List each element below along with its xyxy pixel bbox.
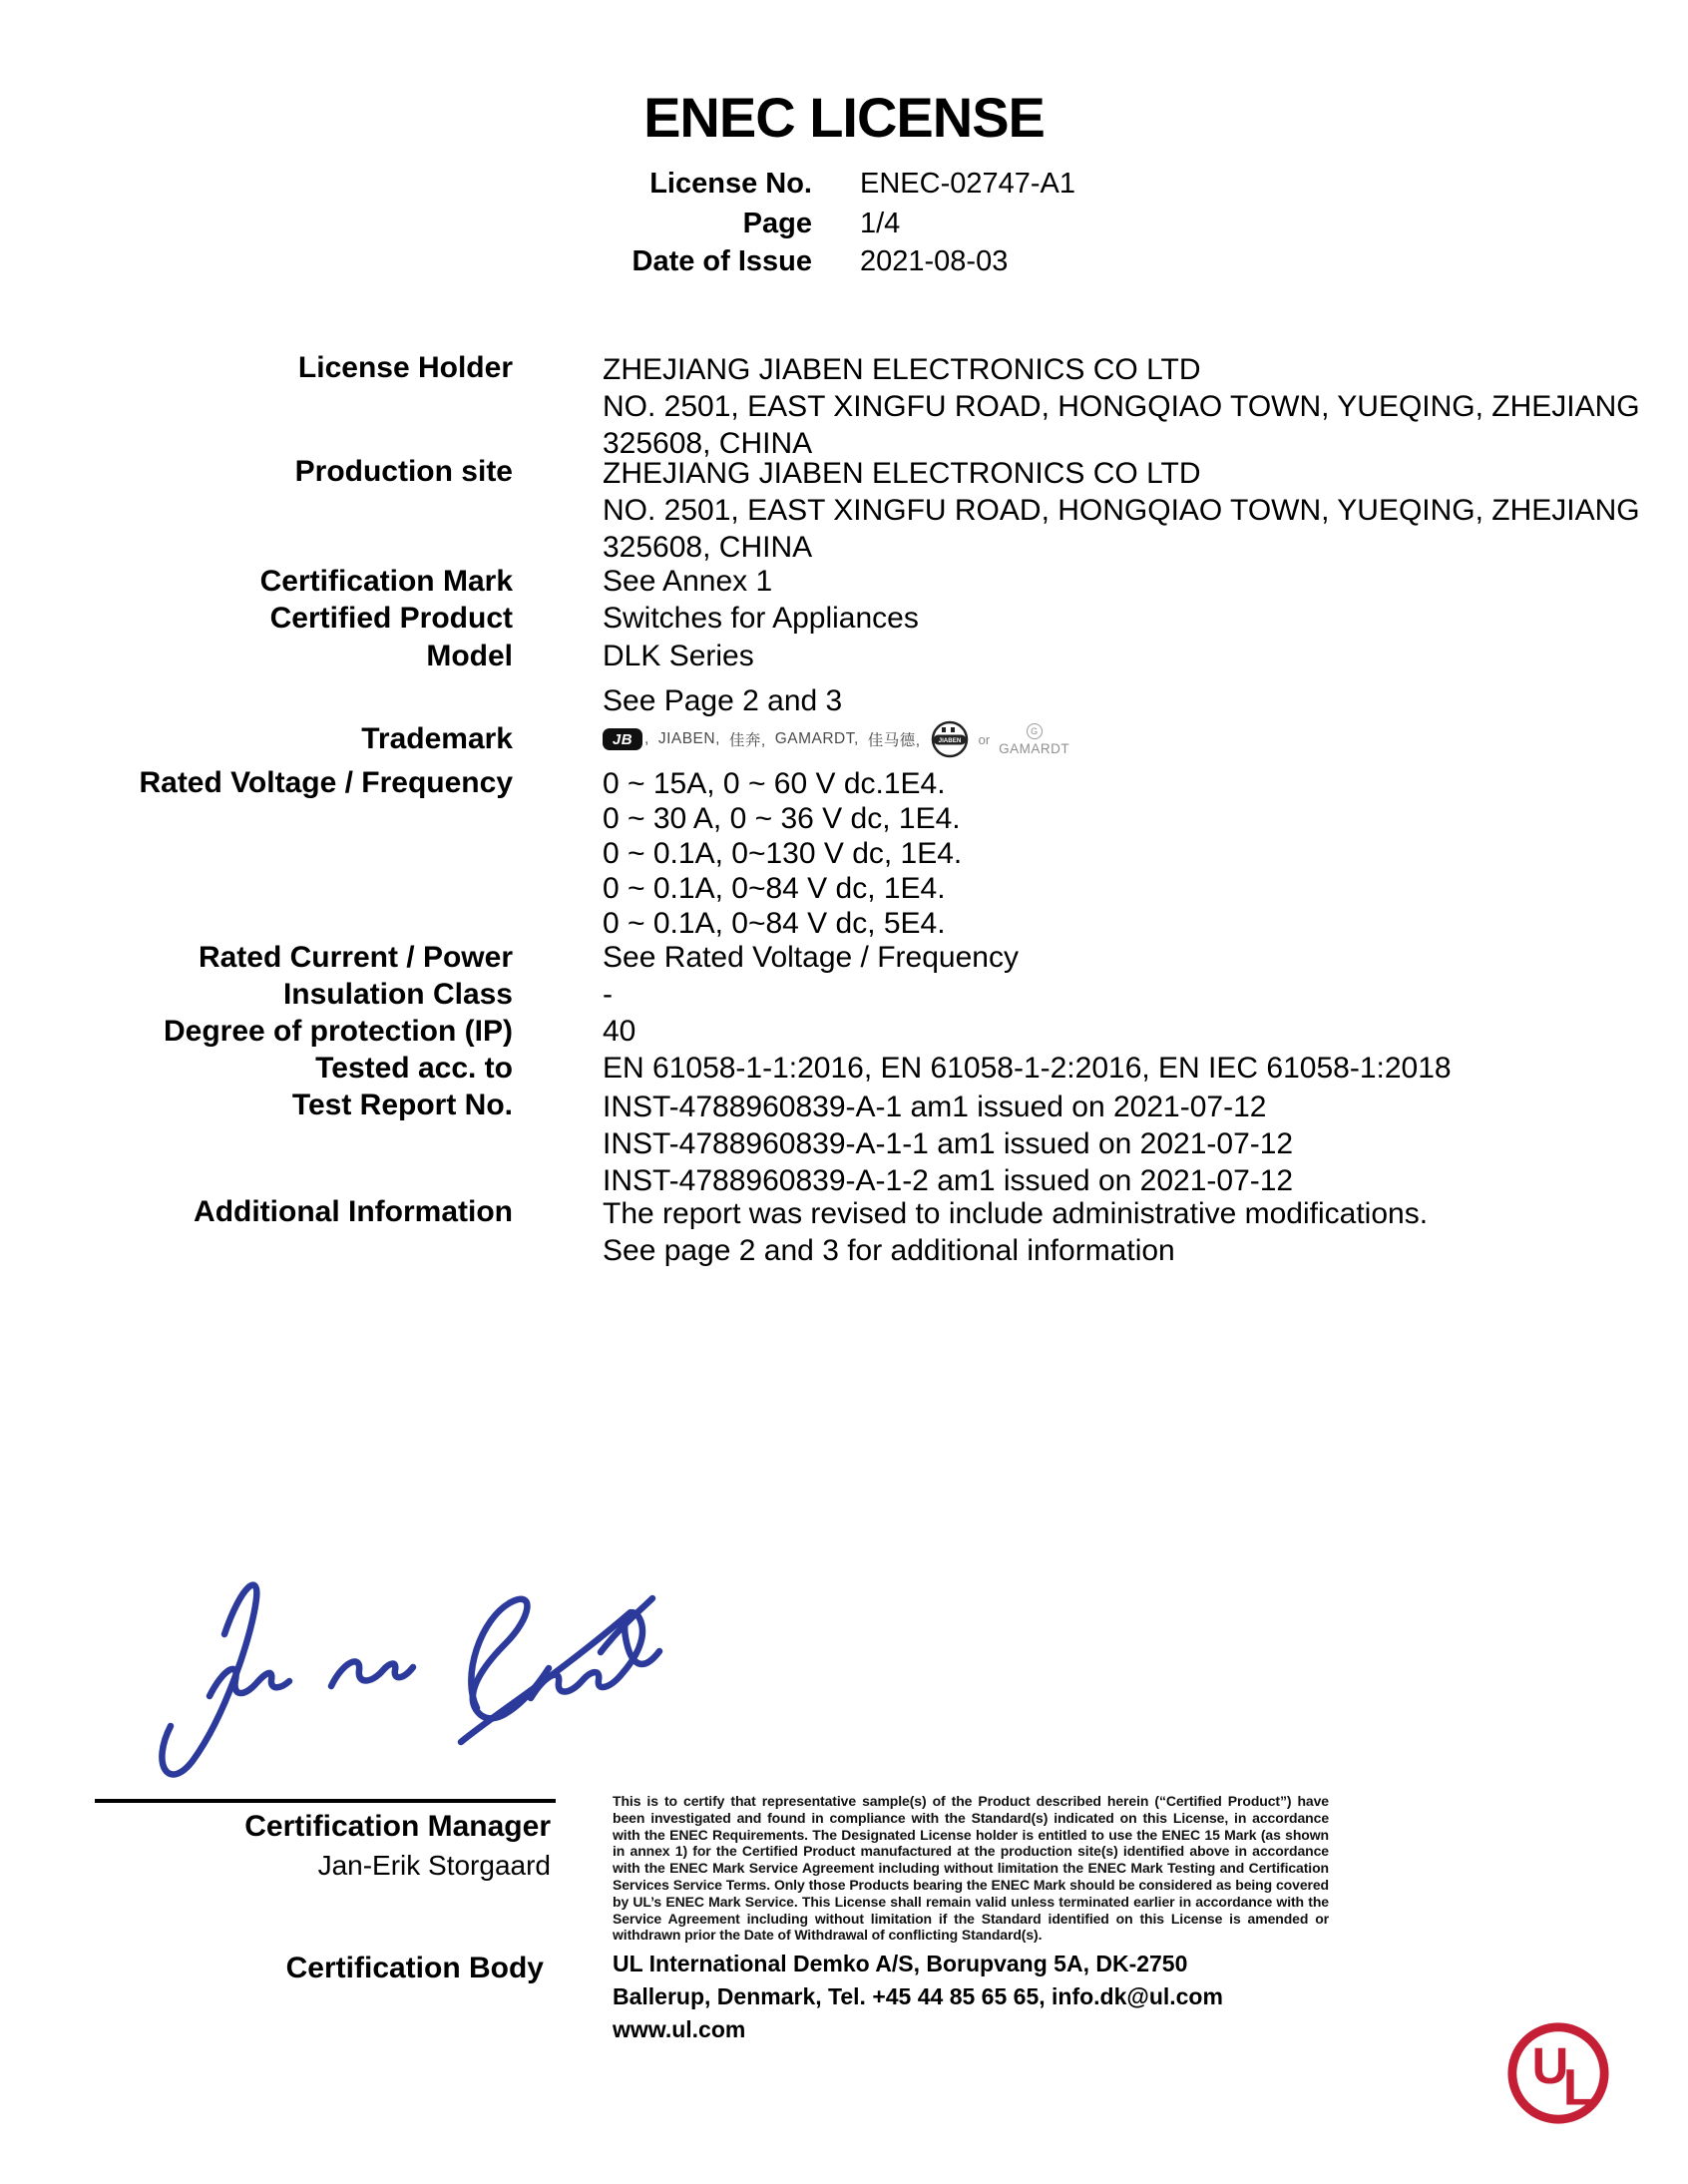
- license-holder-line: ZHEJIANG JIABEN ELECTRONICS CO LTD: [603, 353, 1201, 386]
- circled-g-icon: G: [1027, 723, 1043, 739]
- tested-acc-value: EN 61058-1-1:2016, EN 61058-1-2:2016, EN IEC 61058-1:2018: [603, 1052, 1452, 1085]
- certification-mark-value: See Annex 1: [603, 565, 773, 598]
- ul-logo-icon: [1504, 2019, 1612, 2127]
- certification-manager-name: Jan-Erik Storgaard: [317, 1850, 551, 1881]
- rated-voltage-label: Rated Voltage / Frequency: [139, 766, 513, 799]
- signature-handwriting: [130, 1556, 668, 1796]
- ul-logo-letter-l: L: [1562, 2058, 1595, 2116]
- certified-product-value: Switches for Appliances: [603, 602, 919, 635]
- rated-voltage-line: 0 ~ 0.1A, 0~130 V dc, 1E4.: [603, 837, 963, 870]
- rated-voltage-line: 0 ~ 15A, 0 ~ 60 V dc.1E4.: [603, 767, 946, 800]
- page-number-value: 1/4: [860, 208, 901, 239]
- tested-acc-label: Tested acc. to: [315, 1052, 513, 1085]
- production-site-line: ZHEJIANG JIABEN ELECTRONICS CO LTD: [603, 457, 1201, 490]
- insulation-class-value: -: [603, 978, 613, 1011]
- rated-current-label: Rated Current / Power: [198, 941, 513, 974]
- rated-voltage-line: 0 ~ 30 A, 0 ~ 36 V dc, 1E4.: [603, 802, 961, 835]
- model-value: DLK Series: [603, 640, 754, 672]
- production-site-line: 325608, CHINA: [603, 531, 813, 564]
- certification-body-value: [613, 1948, 1223, 2046]
- certification-manager-block: [60, 1810, 551, 1882]
- test-report-line: INST-4788960839-A-1-2 am1 issued on 2021-07-12: [603, 1164, 1294, 1197]
- certification-body-label: Certification Body: [285, 1952, 544, 1984]
- degree-of-protection-label: Degree of protection (IP): [163, 1015, 513, 1048]
- certification-manager-title: Certification Manager: [244, 1810, 551, 1843]
- test-report-line: INST-4788960839-A-1-1 am1 issued on 2021-07-12: [603, 1127, 1294, 1160]
- additional-info-line: See page 2 and 3 for additional information: [603, 1234, 1175, 1267]
- certification-body-line: www.ul.com: [613, 2016, 746, 2042]
- license-holder-line: NO. 2501, EAST XINGFU ROAD, HONGQIAO TOWN, YUEQING, ZHEJIANG: [603, 390, 1640, 423]
- additional-info-line: The report was revised to include administrative modifications.: [603, 1197, 1429, 1230]
- certified-product-label: Certified Product: [269, 602, 513, 635]
- insulation-class-label: Insulation Class: [282, 978, 513, 1011]
- jb-logo-icon: JB: [603, 728, 642, 750]
- trademark-name-gamardt: GAMARDT,: [774, 730, 859, 747]
- trademark-comma: ,: [644, 730, 649, 747]
- rated-voltage-value: [603, 766, 962, 941]
- test-report-value: [603, 1089, 1293, 1199]
- page-title: ENEC LICENSE: [643, 86, 1045, 149]
- trademark-name-jiaben: JIABEN,: [657, 730, 720, 747]
- svg-text:JIABEN: JIABEN: [938, 737, 961, 745]
- certification-mark-label: Certification Mark: [259, 565, 513, 598]
- page-number-label: Page: [742, 208, 812, 239]
- test-report-line: INST-4788960839-A-1 am1 issued on 2021-07-12: [603, 1091, 1267, 1123]
- date-of-issue-label: Date of Issue: [632, 245, 812, 277]
- model-note: See Page 2 and 3: [603, 684, 843, 717]
- trademark-label: Trademark: [361, 722, 513, 755]
- trademark-logos: [603, 716, 1069, 762]
- trademark-name-jiaben-cn: 佳奔,: [728, 732, 766, 749]
- test-report-label: Test Report No.: [291, 1089, 513, 1121]
- date-of-issue-value: 2021-08-03: [860, 245, 1009, 277]
- license-no-label: License No.: [649, 168, 812, 200]
- certification-body-line: UL International Demko A/S, Borupvang 5A, DK-2750: [613, 1951, 1188, 1976]
- model-label: Model: [426, 640, 513, 672]
- rated-voltage-line: 0 ~ 0.1A, 0~84 V dc, 1E4.: [603, 872, 946, 905]
- legal-certification-text: This is to certify that representative sample(s) of the Product described herein (“Certified Product”) have been investigated and found in compliance with the Standard(s) indicated on this License, in accordance with the ENEC Requirements. The Designated License holder is entitled to use the ENEC 15 Mark (as shown in annex 1) for the Certified Product manufactured at the production site(s) identified above in accordance with the ENEC Mark Service Agreement including without limitation the ENEC Mark Testing and Certification Services Service Terms. Only those Products bearing the ENEC Mark should be considered as being covered by UL’s ENEC Mark Service. This License shall remain valid unless terminated earlier in accordance with the Service Agreement including without limitation if the Standard identified on this License is amended or withdrawn prior the Date of Withdrawal of conflicting Standard(s).: [613, 1793, 1329, 1944]
- rated-current-value: See Rated Voltage / Frequency: [603, 941, 1019, 974]
- gamardt-word: GAMARDT: [999, 740, 1070, 756]
- certification-body-line: Ballerup, Denmark, Tel. +45 44 85 65 65, info.dk@ul.com: [613, 1983, 1223, 2009]
- trademark-or-text: or: [978, 731, 991, 747]
- rated-voltage-line: 0 ~ 0.1A, 0~84 V dc, 5E4.: [603, 907, 946, 940]
- production-site-label: Production site: [294, 455, 513, 488]
- jiaben-circle-logo-icon: [930, 719, 970, 759]
- ul-logo-letter-u: U: [1531, 2036, 1569, 2094]
- license-holder-value: [603, 351, 1640, 462]
- gamardt-g-mark: [999, 723, 1069, 756]
- additional-info-value: [603, 1195, 1428, 1269]
- degree-of-protection-value: 40: [603, 1015, 636, 1048]
- license-no-value: ENEC-02747-A1: [860, 168, 1075, 200]
- trademark-name-gamardt-cn: 佳马德,: [867, 732, 921, 749]
- additional-info-label: Additional Information: [194, 1195, 513, 1228]
- production-site-line: NO. 2501, EAST XINGFU ROAD, HONGQIAO TOWN, YUEQING, ZHEJIANG: [603, 494, 1640, 527]
- license-holder-label: License Holder: [297, 351, 513, 384]
- license-holder-line: 325608, CHINA: [603, 427, 813, 460]
- signature-line: [95, 1799, 556, 1803]
- production-site-value: [603, 455, 1640, 566]
